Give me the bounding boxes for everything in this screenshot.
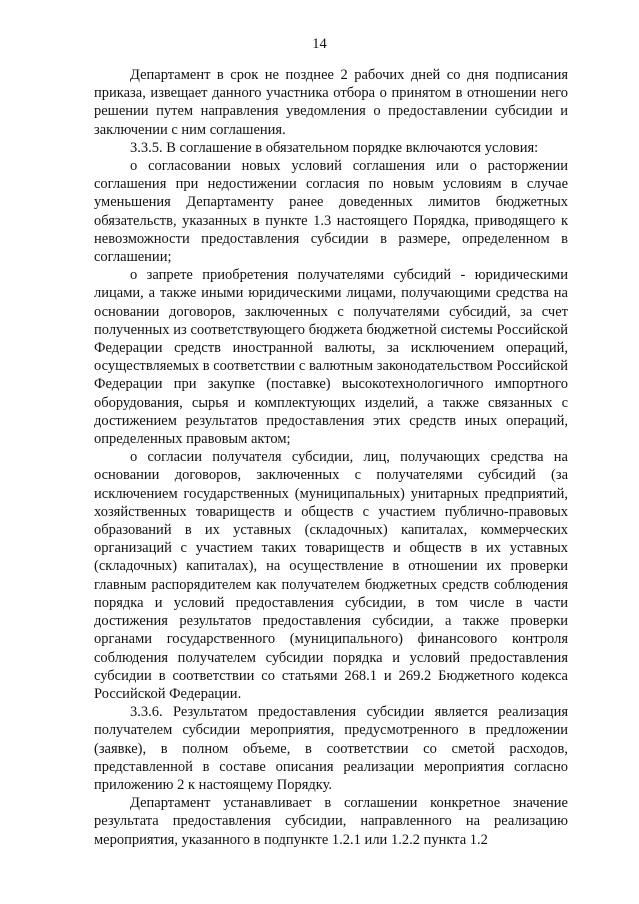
paragraph-3-3-6-result: 3.3.6. Результатом предоставления субсидии является реализация получателем субсидии мероприятия, предусмотренного в предложении (заявке), в полном объеме, в соответствии со сметой расходов, представленной в составе описания реализации мероприятия согласно приложению 2 к настоящему Порядку. (94, 704, 568, 793)
paragraph-3-3-5-heading: 3.3.5. В соглашение в обязательном порядке включаются условия: (130, 139, 539, 156)
paragraph-new-conditions: о согласовании новых условий соглашения или о расторжении соглашения при недостижении согласия по новым условиям в случае уменьшения Департаменту ранее доведенных лимитов бюджетных обязательств, указанных в пункте 1.3 настоящего Порядка, приводящего к невозможности предоставления субсидии в размере, определенном в соглашении; (94, 158, 568, 266)
document-body (94, 66, 568, 849)
paragraph-audit-consent: о согласии получателя субсидии, лиц, получающих средства на основании договоров, заключенных с получателями субсидий (за исключением государственных (муниципальных) унитарных предприятий, хозяйственных товариществ и обществ с участием публично-правовых образований в их уставных (складочных) капиталах, коммерческих организаций с участием таких товариществ и обществ в их уставных (складочных) капиталах), на осуществление в отношении их проверки главным распорядителем как получателем бюджетных средств соблюдения порядка и условий предоставления субсидии, в том числе в части достижения результатов предоставления субсидии, а также проверки органами государственного (муниципального) финансового контроля соблюдения получателем субсидии порядка и условий предоставления субсидии в соответствии со статьями 268.1 и 269.2 Бюджетного кодекса Российской Федерации. (94, 449, 568, 702)
paragraph-currency-prohibition: о запрете приобретения получателями субсидий - юридическими лицами, а также иными юридическими лицами, получающими средства на основании договоров, заключенных с получателями субсидий, за счет полученных из соответствующего бюджета бюджетной системы Российской Федерации средств иностранной валюты, за исключением операций, осуществляемых в соответствии с валютным законодательством Российской Федерации при закупке (поставке) высокотехнологичного импортного оборудования, сырья и комплектующих изделий, а также связанных с достижением результатов предоставления этих средств иных операций, определенных правовым актом; (94, 267, 568, 448)
page-number: 14 (312, 36, 327, 52)
paragraph-notification: Департамент в срок не позднее 2 рабочих дней со дня подписания приказа, извещает данного участника отбора о принятом в отношении него решении путем направления уведомления о предоставлении субсидии и заключении с ним соглашения. (94, 67, 568, 138)
paragraph-result-value: Департамент устанавливает в соглашении конкретное значение результата предоставления субсидии, направленного на реализацию мероприятия, указанного в подпункте 1.2.1 или 1.2.2 пункта 1.2 (94, 795, 568, 848)
